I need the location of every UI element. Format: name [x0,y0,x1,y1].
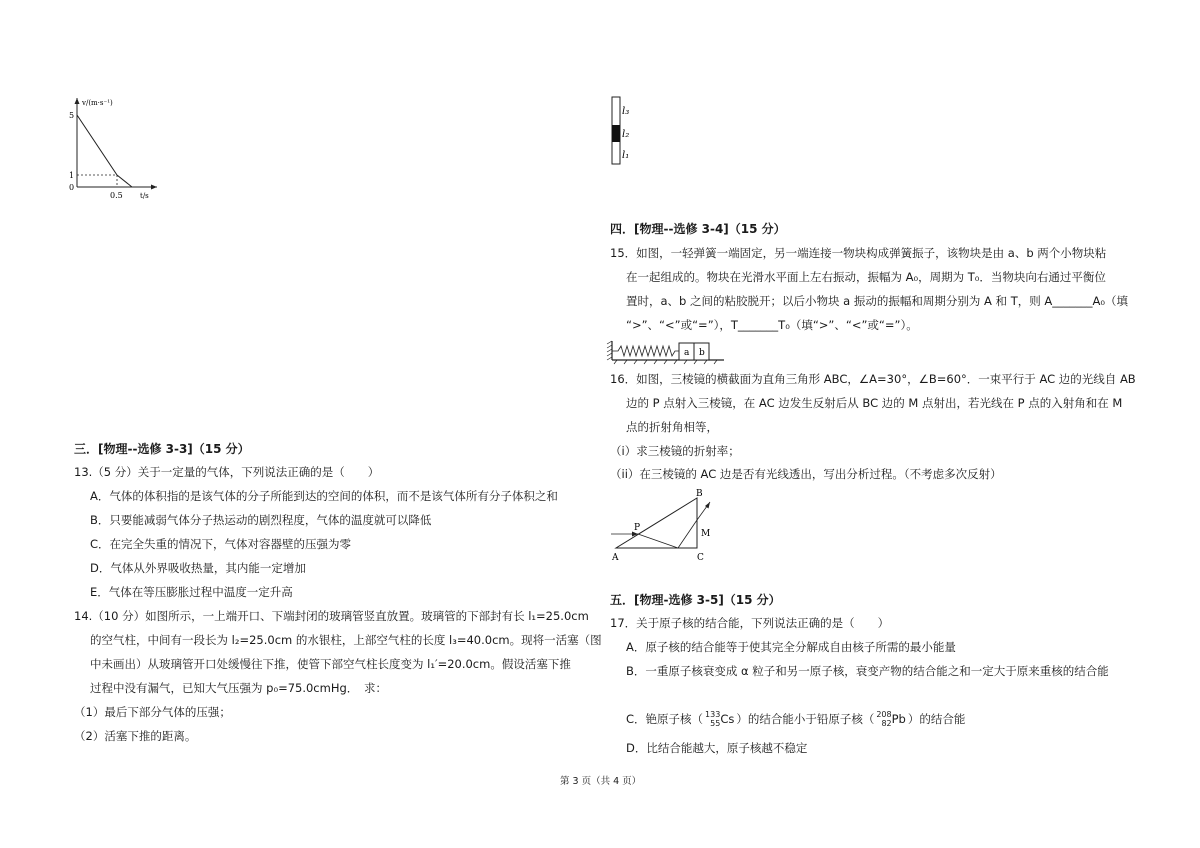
q13-option-c: C．在完全失重的情况下，气体对容器壁的压强为零 [90,537,352,551]
q17-option-c [626,710,965,728]
q17-option-d: D．比结合能越大，原子核越不稳定 [626,741,808,755]
prism-label-b: B [696,489,703,499]
glass-tube-figure [605,92,645,172]
graph-tick-0-5: 0.5 [110,191,123,200]
tube-label-l2: l₂ [622,129,630,140]
q17-option-a: A．原子核的结合能等于使其完全分解成自由核子所需的最小能量 [626,640,956,654]
q14-line-2: 的空气柱，中间有一段长为 l₂=25.0cm 的水银柱，上部空气柱的长度 l₃=40.0cm。现将一活塞（图 [90,633,602,647]
prism-label-p: P [634,523,641,533]
q16-sub-1: （i）求三棱镜的折射率； [610,444,740,458]
page-footer: 第 3 页（共 4 页） [560,776,642,787]
section-4-title: 四．[物理--选修 3-4]（15 分） [610,222,786,236]
graph-x-label: t/s [140,192,149,200]
pb-nuclide [876,710,906,728]
pb-symbol: Pb [891,712,906,726]
cs-nuclide [705,710,734,728]
q15-line-1: 15．如图，一轻弹簧一端固定，另一端连接一物块构成弹簧振子，该物块是由 a、b 两个小物块粘 [610,246,1107,260]
q14-line-3: 中未画出）从玻璃管开口处缓慢往下推，使管下部空气柱长度变为 l₁′=20.0cm。假设活塞下推 [90,657,571,671]
q17-c-middle: ）的结合能小于铅原子核（ [736,712,875,726]
block-a-label: a [684,348,690,358]
q15-line-2: 在一起组成的。物块在光滑水平面上左右振动，振幅为 A₀，周期为 T₀．当物块向右通过平衡位 [626,270,1106,284]
section-3-title: 三．[物理--选修 3-3]（15 分） [74,442,250,456]
q13-option-a: A．气体的体积指的是该气体的分子所能到达的空间的体积，而不是该气体所有分子体积之和 [90,489,558,503]
q15-line-4: “>”、“<”或“=”），T_______T₀（填“>”、“<”或“=”）。 [626,318,918,332]
section-5-title: 五．[物理-选修 3-5]（15 分） [610,593,781,607]
q17-option-b: B．一重原子核衰变成 α 粒子和另一原子核，衰变产物的结合能之和一定大于原来重核的结合能 [626,664,1109,678]
pb-atomic-number: 82 [881,719,892,728]
prism-label-a: A [612,553,619,563]
spring-oscillator-figure [604,338,729,366]
pb-mass-number: 208 [876,710,892,719]
q13-option-b: B．只要能减弱气体分子热运动的剧烈程度，气体的温度就可以降低 [90,513,432,527]
graph-tick-1: 1 [69,171,75,180]
q17-c-prefix: C．铯原子核（ [626,712,704,726]
q13-option-e: E．气体在等压膨胀过程中温度一定升高 [90,585,293,599]
prism-label-c: C [697,553,704,563]
cs-symbol: Cs [720,712,735,726]
block-b-label: b [699,348,705,358]
q17-stem: 17．关于原子核的结合能，下列说法正确的是（ ） [610,616,890,630]
q15-line-3: 置时，a、b 之间的粘胶脱开；以后小物块 a 振动的振幅和周期分别为 A 和 T，则 A_______A₀（填 [626,294,1128,308]
tube-label-l1: l₁ [622,150,630,161]
cs-mass-number: 133 [705,710,721,719]
q16-line-2: 边的 P 点射入三棱镜，在 AC 边发生反射后从 BC 边的 M 点射出，若光线在 P 点的入射角和在 M [626,396,1123,410]
graph-tick-5: 5 [69,111,75,120]
q17-c-suffix: ）的结合能 [907,712,966,726]
q13-stem: 13.（5 分）关于一定量的气体，下列说法正确的是（ ） [74,465,380,479]
q16-line-1: 16．如图，三棱镜的横截面为直角三角形 ABC，∠A=30°，∠B=60°．一束平行于 AC 边的光线自 AB [610,372,1136,386]
prism-figure [606,486,726,564]
tube-label-l3: l₃ [622,106,630,117]
prism-label-m: M [701,529,711,539]
q13-option-d: D．气体从外界吸收热量，其内能一定增加 [90,561,306,575]
q14-line-1: 14.（10 分）如图所示，一上端开口、下端封闭的玻璃管竖直放置。玻璃管的下部封有长 l₁=25.0cm [74,609,589,623]
q14-sub-1: （1）最后下部分气体的压强； [74,705,231,719]
q16-line-3: 点的折射角相等， [626,420,718,434]
velocity-time-graph [62,92,172,202]
q14-sub-2: （2）活塞下推的距离。 [74,729,197,743]
graph-y-label: v/(m·s⁻¹) [82,99,113,107]
cs-atomic-number: 55 [710,719,721,728]
graph-tick-origin: 0 [69,183,75,192]
q16-sub-2: （ii）在三棱镜的 AC 边是否有光线透出，写出分析过程。（不考虑多次反射） [610,467,1002,481]
q14-line-4: 过程中没有漏气，已知大气压强为 p₀=75.0cmHg． 求： [90,681,388,695]
